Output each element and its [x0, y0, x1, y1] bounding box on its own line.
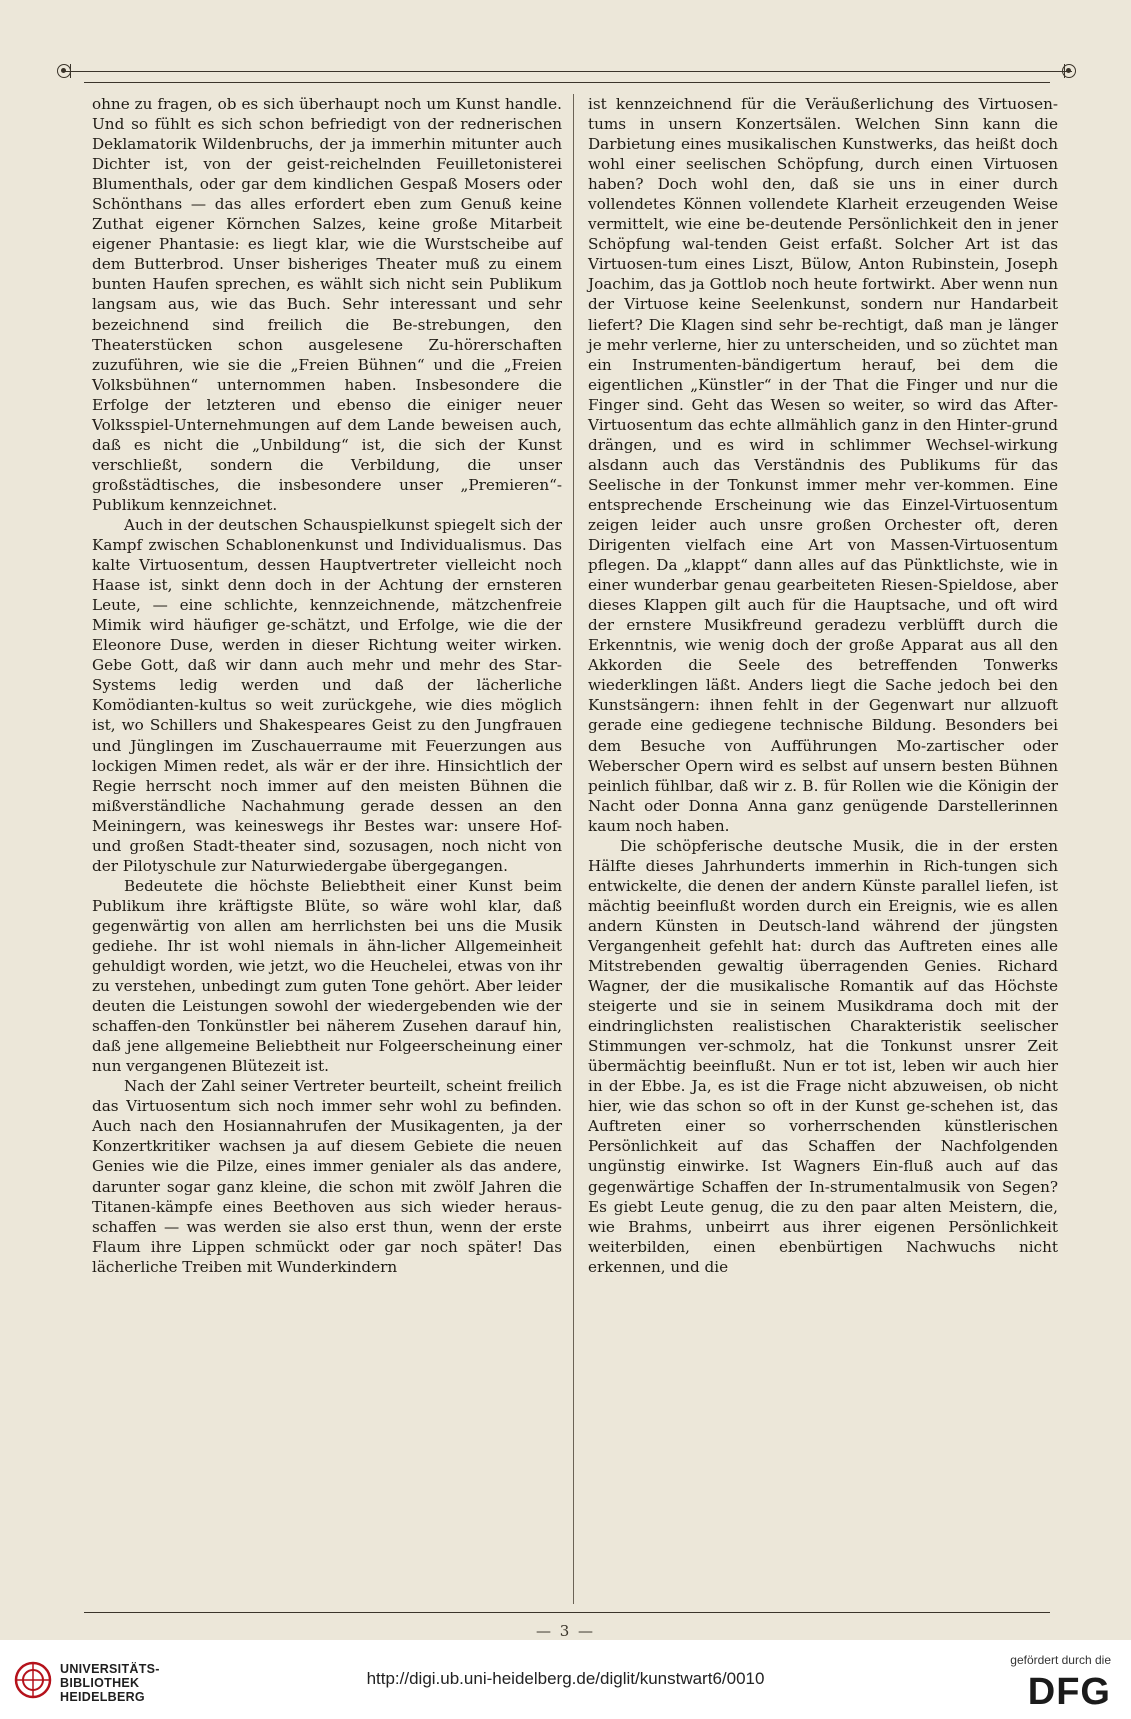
institution-line: HEIDELBERG	[60, 1690, 145, 1704]
paragraph: Bedeutete die höchste Beliebtheit einer Kunst beim Publikum ihre kräftigste Blüte, so wäre wohl klar, daß gegenwärtig von allen am herrlichsten bei uns die Musik gediehe. Ihr ist wohl niemals in ähn-licher Allgemeinheit gehuldigt worden, wie jetzt, wo die Heuchelei, etwas von ihr zu verstehen, unbedingt zum guten Tone gehört. Aber leider deuten die Leistungen sowohl der wiedergebenden wie der schaffen-den Tonkünstler bei näherem Zusehen darauf hin, daß jene allgemeine Beliebtheit nur Folgeerscheinung einer nun vergangenen Blütezeit ist.	[92, 876, 562, 1076]
frame-ornament-icon	[1062, 64, 1076, 78]
funded-by-label: gefördert durch die	[1010, 1653, 1111, 1667]
institution-line: BIBLIOTHEK	[60, 1676, 140, 1690]
paragraph: ist kennzeichnend für die Veräußerlichung des Virtuosen-tums in unsern Konzertsälen. Welchen Sinn kann die Darbietung eines musikalischen Kunstwerks, das heißt doch wohl einer seelischen Schöpfung, durch einen Virtuosen haben? Doch wohl den, daß sie uns in einer durch vollendetes Können vollendete Klarheit erzeugenden Weise vermittelt, wie eine be-deutende Persönlichkeit den in jener Schöpfung wal-tenden Geist erfaßt. Solcher Art ist das Virtuosen-tum eines Liszt, Bülow, Anton Rubinstein, Joseph Joachim, das ja Gottlob noch heute fortwirkt. Aber wenn nun der Virtuose keine Seelenkunst, sondern nur Handarbeit liefert? Die Klagen sind sehr be-rechtigt, daß man je länger je mehr verlerne, hier zu unterscheiden, und so züchtet man ein Instrumenten-bändigertum herauf, bei dem die eigentlichen „Künstler“ in der That die Finger und nur die Finger sind. Geht das Wesen so weiter, so wird das After-Virtuosentum das echte allmählich ganz in den Hinter-grund drängen, und es wird in schlimmer Wechsel-wirkung alsdann auch das Verständnis des Publikums für das Seelische in der Tonkunst immer mehr ver-kommen. Eine entsprechende Erscheinung wie das Einzel-Virtuosentum zeigen leider auch unsre großen Orchester oft, deren Dirigenten vielfach eine Art von Massen-Virtuosentum pflegen. Da „klappt“ dann alles auf das Pünktlichste, wie in einer wunderbar genau gearbeiteten Riesen-Spieldose, aber dieses Klappen gilt auch für die Hauptsache, und oft wird der ernstere Musikfreund geradezu verblüfft durch die Erkenntnis, wie wenig doch der große Apparat aus all den Akkorden die Seele des betreffenden Tonwerks wiederklingen läßt. Anders liegt die Sache jedoch bei den Kunstsängern: ihnen fehlt in der Gegenwart nur allzuoft gerade eine gediegene technische Bildung. Besonders bei dem Besuche von Aufführungen Mo-zartischer oder Weberscher Opern wird es selbst auf unsern besten Bühnen peinlich fühlbar, daß wir z. B. für Rollen wie die Königin der Nacht oder Donna Anna ganz genügende Darstellerinnen kaum noch haben.	[588, 95, 1058, 835]
frame-bottom-line	[84, 1612, 1050, 1613]
frame-top-inner-line	[84, 82, 1050, 83]
paragraph: Die schöpferische deutsche Musik, die in der ersten Hälfte dieses Jahrhunderts immerhin in Rich-tungen sich entwickelte, die denen der andern Künste parallel liefen, ist mächtig beeinflußt worden durch ein Ereignis, wie es allen andern Künsten in Deutsch-land während der jüngsten Vergangenheit gefehlt hat: durch das Auftreten eines alle Mitstrebenden gewaltig überragenden Genies. Richard Wagner, der die musikalische Romantik auf das Höchste steigerte und sie in seinem Musikdrama doch mit der eindringlichsten realistischen Charakteristik seelischer Stimmungen ver-schmolz, hat die Tonkunst unsrer Zeit übermächtig beeinflußt. Nun er tot ist, leben wir auch hier in der Ebbe. Ja, es ist die Frage nicht abzuweisen, ob nicht hier, wie das schon so oft in der Kunst ge-schehen ist, das Auftreten einer so vorherrschenden künstlerischen Persönlichkeit auf das Schaffen der Nachfolgenden ungünstig einwirke. Ist Wagners Ein-fluß auch auf das gegenwärtige Schaffen der In-strumentalmusik von Segen? Es giebt Leute genug, die zu den paar alten Meistern, die, wie Brahms, unbeirrt aus ihrer eigenen Persönlichkeit weiterbilden, einen ebenbürtigen Nachwuchs nicht erkennen, und die	[588, 836, 1058, 1276]
right-column	[588, 94, 1058, 1277]
dfg-logo: DFG	[1027, 1671, 1111, 1713]
left-column	[92, 94, 562, 1277]
page-number: — 3 —	[535, 1622, 596, 1640]
institution-line: UNIVERSITÄTS-	[60, 1662, 160, 1676]
paragraph: ohne zu fragen, ob es sich überhaupt noch um Kunst handle. Und so fühlt es sich schon befriedigt von der rednerischen Deklamatorik Wildenbruchs, der ja immerhin mitunter auch Dichter ist, von der geist-reichelnden Feuilletonisterei Blumenthals, oder gar dem kindlichen Gespaß Mosers oder Schönthans — das alles erfordert eben zum Genuß keine Zuthat eigener Körnchen Salzes, keine große Mitarbeit eigener Phantasie: es liegt klar, wie die Wurstscheibe auf dem Butterbrod. Unser bisheriges Theater muß zu einem bunten Haufen sprechen, es wählt sich nicht sein Publikum langsam aus, wie das Buch. Sehr interessant und sehr bezeichnend sind freilich die Be-strebungen, den Theaterstücken schon ausgelesene Zu-hörerschaften zuzuführen, wie sie die „Freien Bühnen“ und die „Freien Volksbühnen“ unternommen haben. Insbesondere die Erfolge der letzteren und ebenso die einiger neuer Volksspiel-Unternehmungen auf dem Lande beweisen auch, daß es nicht die „Unbildung“ ist, die sich der Kunst verschließt, sondern die Verbildung, die unser großstädtisches, die insbesondere unser „Premieren“-Publikum kennzeichnet.	[92, 95, 562, 514]
frame-top-line	[62, 71, 1072, 72]
source-url-link[interactable]: http://digi.ub.uni-heidelberg.de/diglit/kunstwart6/0010	[366, 1669, 765, 1688]
digitization-footer	[0, 1640, 1131, 1719]
paragraph: Nach der Zahl seiner Vertreter beurteilt, scheint freilich das Virtuosentum sich noch immer sehr wohl zu befinden. Auch nach den Hosiannahrufen der Musikagenten, ja der Konzertkritiker wachsen ja auf diesem Gebiete die neuen Genies wie die Pilze, eines immer genialer als das andere, darunter sogar ganz kleine, die schon mit zwölf Jahren die Titanen-kämpfe eines Beethoven aus sich wieder heraus-schaffen — was werden sie also erst thun, wenn der erste Flaum ihre Lippen schmückt oder gar noch später! Das lächerliche Treiben mit Wunderkindern	[92, 1077, 562, 1276]
paragraph: Auch in der deutschen Schauspielkunst spiegelt sich der Kampf zwischen Schablonenkunst und Individualismus. Das kalte Virtuosentum, dessen Hauptvertreter vielleicht noch Haase ist, sinkt denn doch in der Achtung der ernsteren Leute, — eine schlichte, kennzeichnende, mätzchenfreie Mimik wird häufiger ge-schätzt, und Erfolge, wie die der Eleonore Duse, werden in dieser Richtung weiter wirken. Gebe Gott, daß wir dann auch mehr und mehr des Star-Systems ledig werden und daß der lächerliche Komödianten-kultus so weit zurückgehe, wie dies möglich ist, wo Schillers und Shakespeares Geist zu den Jungfrauen und Jünglingen im Zuschauerraume mit Feuerzungen aus lockigen Mimen redet, als wär er der ihre. Hinsichtlich der Regie herrscht noch immer auf den meisten Bühnen die mißverständliche Nachahmung gerade dessen an den Meiningern, was keineswegs ihr Bestes war: unsere Hof- und großen Stadt-theater sind, sozusagen, noch nicht von der Pilotyschule zur Naturwiedergabe übergegangen.	[92, 515, 562, 875]
column-divider	[573, 94, 574, 1604]
frame-ornament-icon	[57, 64, 71, 78]
